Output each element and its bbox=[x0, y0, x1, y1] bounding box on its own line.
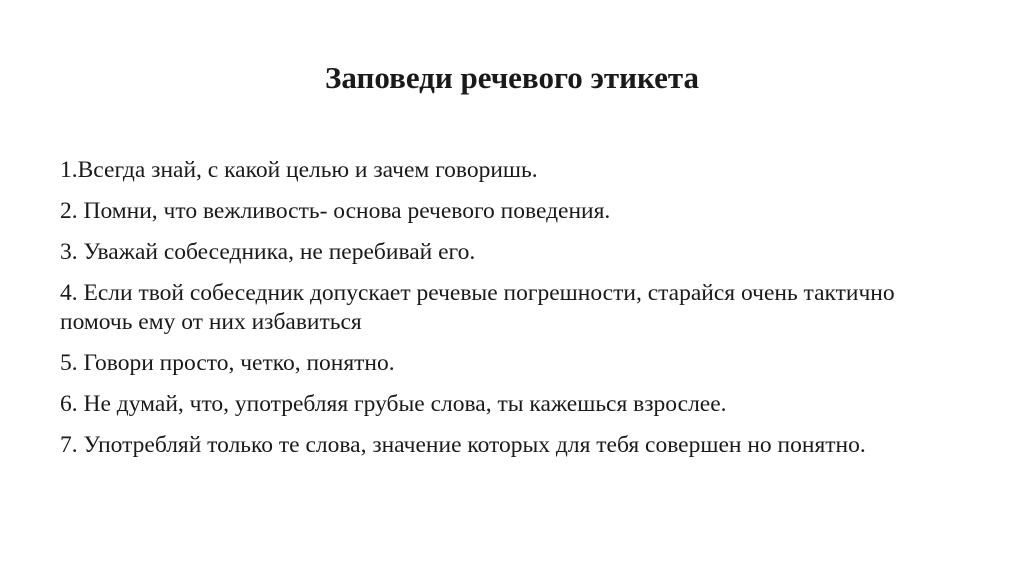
rule-item-5: 5. Говори просто, четко, понятно. bbox=[60, 350, 395, 376]
slide-title: Заповеди речевого этикета bbox=[325, 60, 699, 95]
rule-item-4: 4. Если твой собеседник допускает речевые погрешности, старайся очень тактично помочь ему от них избавиться bbox=[60, 280, 895, 335]
rule-item-7: 7. Употребляй только те слова, значение которых для тебя совершен но понятно. bbox=[60, 432, 866, 458]
rule-item-6: 6. Не думай, что, употребляя грубые слова, ты кажешься взрослее. bbox=[60, 391, 727, 417]
rule-item-1: 1.Всегда знай, с какой целью и зачем говоришь. bbox=[60, 157, 538, 183]
rule-item-2: 2. Помни, что вежливость- основа речевого поведения. bbox=[60, 198, 611, 224]
rule-item-3: 3. Уважай собеседника, не перебивай его. bbox=[60, 239, 476, 265]
rules-list bbox=[60, 156, 940, 472]
